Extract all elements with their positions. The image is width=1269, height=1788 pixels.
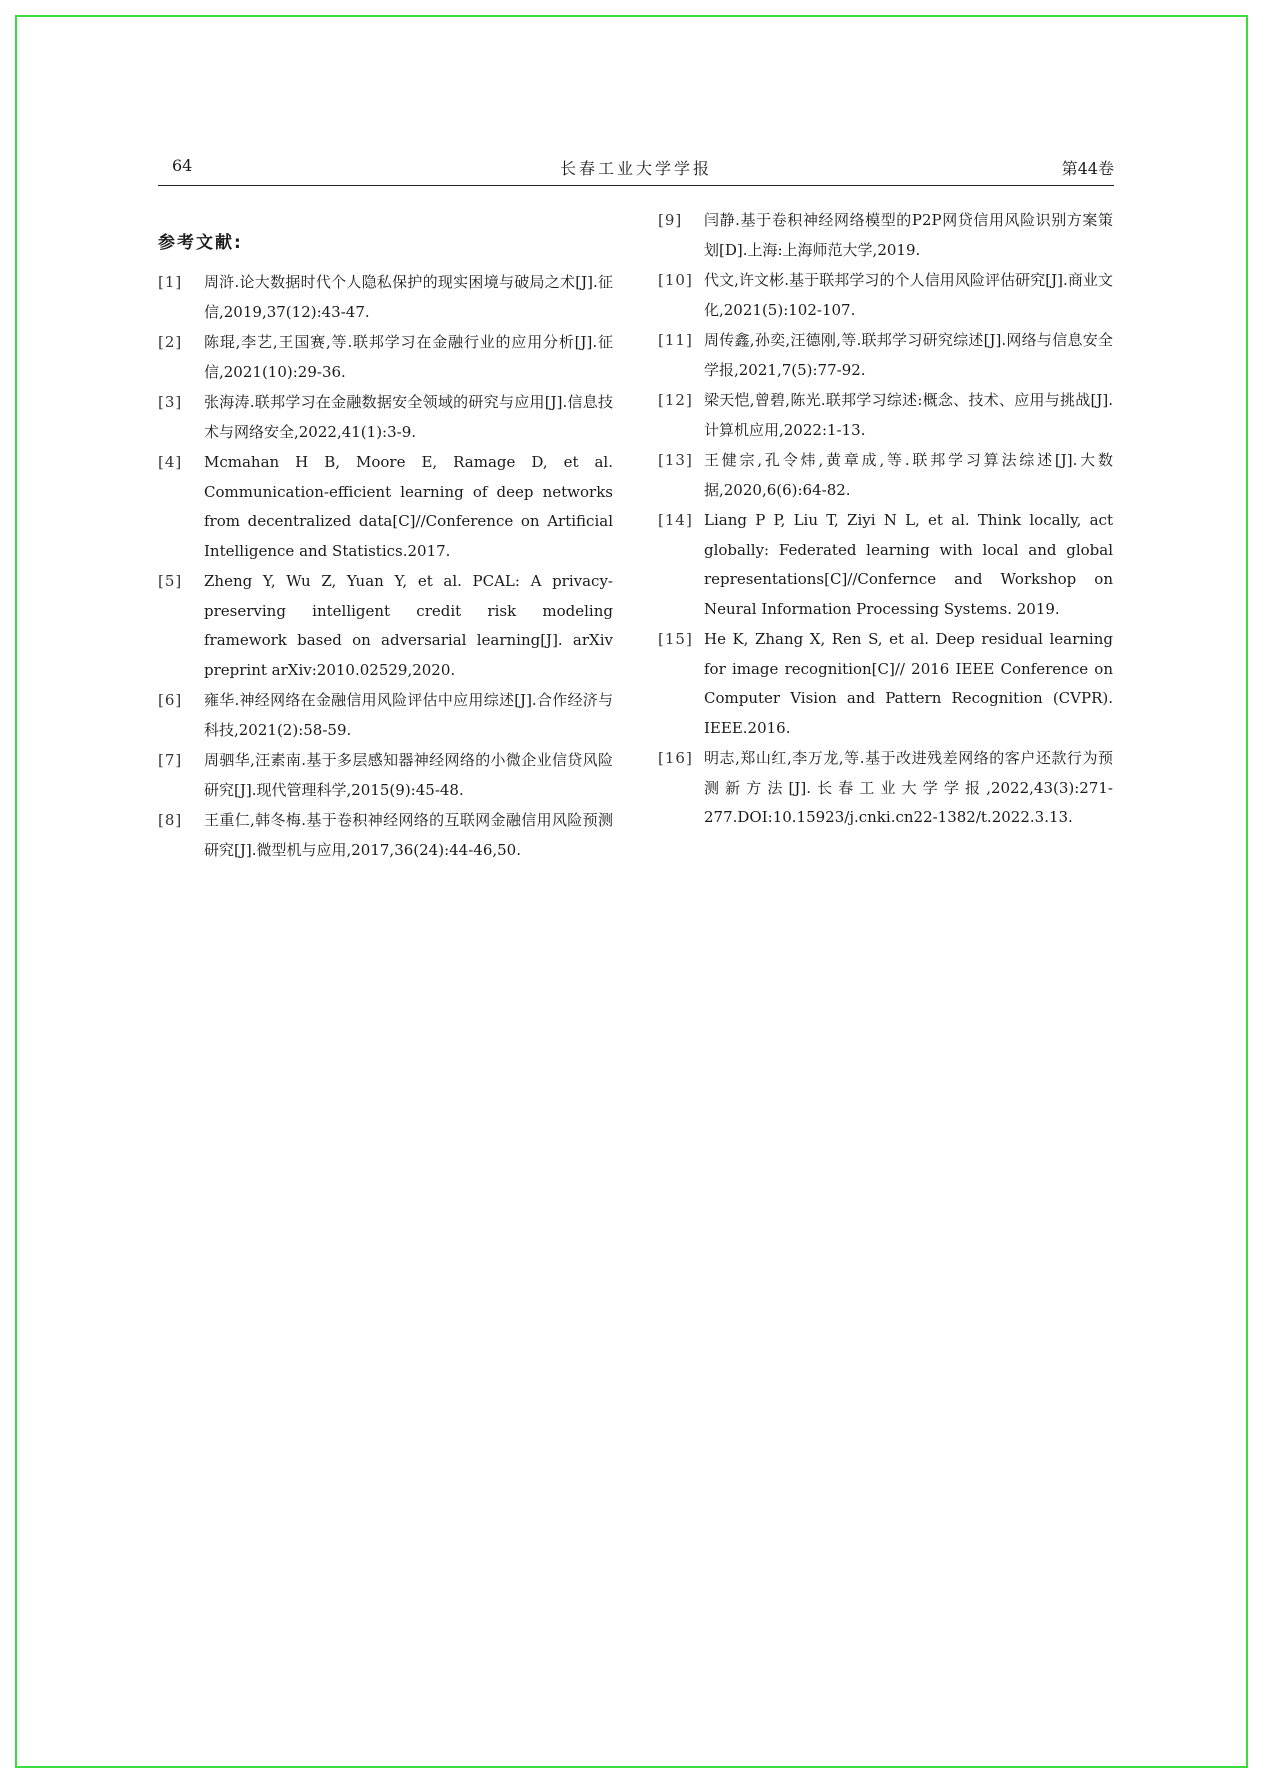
reference-text: Liang P P, Liu T, Ziyi N L, et al. Think locally, act globally: Federated learning with local and global representations[C]//Confernce and Workshop on Neural Information Processing Systems. 2019. [704,511,1113,618]
reference-number: [15] [658,630,693,648]
reference-number: [14] [658,511,693,529]
page-number: 64 [172,156,193,175]
reference-text: 王健宗,孔令炜,黄章成,等.联邦学习算法综述[J].大数据,2020,6(6):64-82. [704,451,1113,499]
reference-number: [16] [658,749,693,767]
reference-text: 代文,许文彬.基于联邦学习的个人信用风险评估研究[J].商业文化,2021(5):102-107. [704,271,1113,319]
reference-number: [13] [658,451,693,469]
left-column [158,228,613,866]
references-heading: 参考文献: [158,233,243,253]
reference-text: 周传鑫,孙奕,汪德刚,等.联邦学习研究综述[J].网络与信息安全学报,2021,7(5):77-92. [704,331,1113,379]
reference-item [658,506,1113,624]
reference-number: [8] [158,811,183,829]
reference-number: [2] [158,333,183,351]
running-header [158,156,1114,186]
reference-number: [9] [658,211,683,229]
reference-item [158,686,613,745]
reference-number: [12] [658,391,693,409]
reference-item [658,326,1113,385]
reference-item [658,625,1113,743]
reference-text: 王重仁,韩冬梅.基于卷积神经网络的互联网金融信用风险预测研究[J].微型机与应用,2017,36(24):44-46,50. [204,811,613,859]
reference-number: [10] [658,271,693,289]
reference-number: [4] [158,453,183,471]
reference-list-right [658,206,1113,833]
reference-item [158,806,613,865]
reference-text: 周驷华,汪素南.基于多层感知器神经网络的小微企业信贷风险研究[J].现代管理科学,2015(9):45-48. [204,751,613,799]
reference-number: [11] [658,331,693,349]
header-rule [158,185,1114,186]
reference-list-left [158,268,613,865]
right-column [658,206,1113,834]
reference-number: [6] [158,691,183,709]
reference-item [158,388,613,447]
reference-item [658,744,1113,833]
reference-number: [3] [158,393,183,411]
volume-label: 第44卷 [1061,159,1114,178]
reference-text: 雍华.神经网络在金融信用风险评估中应用综述[J].合作经济与科技,2021(2):58-59. [204,691,613,739]
reference-text: 梁天恺,曾碧,陈光.联邦学习综述:概念、技术、应用与挑战[J].计算机应用,2022:1-13. [704,391,1113,439]
reference-item [658,446,1113,505]
reference-text: Mcmahan H B, Moore E, Ramage D, et al. Communication-efficient learning of deep networks from decentralized data[C]//Conference on Artificial Intelligence and Statistics.2017. [204,453,613,560]
reference-number: [7] [158,751,183,769]
reference-item [658,206,1113,265]
reference-text: Zheng Y, Wu Z, Yuan Y, et al. PCAL: A privacy-preserving intelligent credit risk modeling framework based on adversarial learning[J]. arXiv preprint arXiv:2010.02529,2020. [204,572,613,679]
journal-title: 长春工业大学学报 [559,159,712,178]
reference-item [158,268,613,327]
reference-text: 陈琨,李艺,王国赛,等.联邦学习在金融行业的应用分析[J].征信,2021(10):29-36. [204,333,613,381]
reference-item [158,746,613,805]
reference-text: 周浒.论大数据时代个人隐私保护的现实困境与破局之术[J].征信,2019,37(12):43-47. [204,273,613,321]
reference-number: [1] [158,273,183,291]
reference-item [158,448,613,566]
reference-number: [5] [158,572,183,590]
reference-item [158,328,613,387]
reference-text: He K, Zhang X, Ren S, et al. Deep residual learning for image recognition[C]// 2016 IEEE Conference on Computer Vision and Pattern Recognition (CVPR). IEEE.2016. [704,630,1113,737]
reference-text: 闫静.基于卷积神经网络模型的P2P网贷信用风险识别方案策划[D].上海:上海师范大学,2019. [704,211,1113,259]
reference-item [658,266,1113,325]
reference-text: 明志,郑山红,李万龙,等.基于改进残差网络的客户还款行为预测新方法[J].长春工业大学学报,2022,43(3):271-277.DOI:10.15923/j.cnki.cn22-1382/t.2022.3.13. [704,749,1113,826]
reference-text: 张海涛.联邦学习在金融数据安全领域的研究与应用[J].信息技术与网络安全,2022,41(1):3-9. [204,393,613,441]
reference-item [658,386,1113,445]
reference-item [158,567,613,685]
